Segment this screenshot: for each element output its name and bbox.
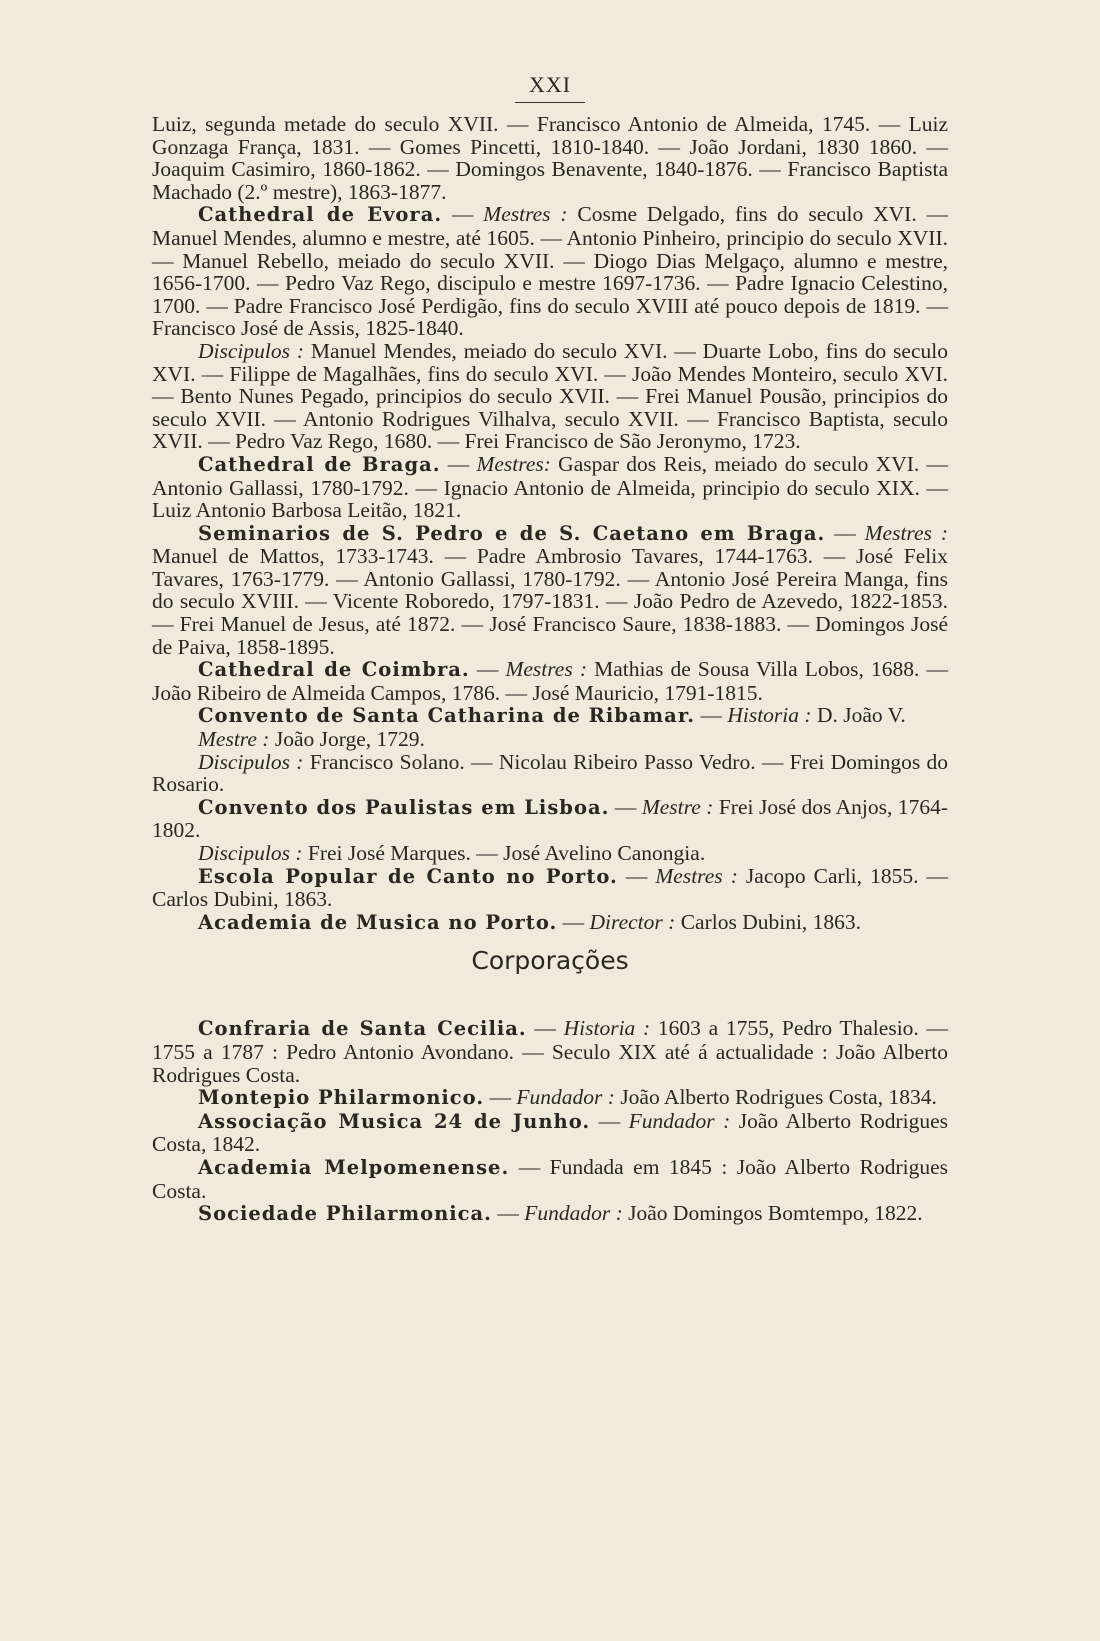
entry-paragraph — [152, 796, 948, 842]
entry-label: Mestres: — [476, 451, 551, 476]
entry-text: Mathias de Sousa Villa Lobos, 1688. — João Ribeiro de Almeida Campos, 1786. — José Mauricio, 1791-1815. — [152, 657, 949, 705]
page-body — [152, 72, 948, 1226]
entry-paragraph — [152, 911, 948, 935]
entry-label: Historia : — [727, 703, 812, 728]
entry-text: — — [617, 863, 656, 888]
entry-text: — — [609, 794, 642, 819]
entry-heading: Montepio Philarmonico. — [198, 1086, 485, 1110]
entry-label: Discipulos : — [198, 749, 304, 774]
section-title: Corporações — [471, 946, 629, 976]
entry-label: Fundador : — [516, 1085, 615, 1110]
entry-label: Historia : — [563, 1016, 651, 1041]
entry-heading: Academia Melpomenense. — [198, 1155, 510, 1179]
entry-text: — — [825, 520, 865, 545]
entry-text: — — [526, 1016, 564, 1041]
entry-heading: Sociedade Philarmonica. — [198, 1202, 492, 1226]
entry-text: D. João V. — [811, 703, 906, 728]
entry-label: Mestres : — [505, 657, 587, 682]
page-number: XXI — [515, 72, 585, 103]
entry-label: Fundador : — [628, 1108, 731, 1133]
entry-paragraph — [152, 728, 948, 751]
entry-text: Manuel Mendes, meiado do seculo XVI. — Duarte Lobo, fins do seculo XVI. — Filippe de Magalhães, fins do seculo XVI. — João Mendes Monteiro, seculo XVI. — Bento Nunes Pegado, principios do seculo XVII. — Frei Manuel Pousão, principios do seculo XVII. — Antonio Rodrigues Vilhalva, seculo XVII. — Francisco Baptista, seculo XVII. — Pedro Vaz Rego, 1680. — Frei Francisco de São Jeronymo, 1723. — [152, 338, 948, 454]
entry-heading: Cathedral de Evora. — [198, 203, 443, 227]
entry-paragraph — [152, 865, 948, 911]
entry-text: — — [442, 202, 484, 227]
entry-paragraph — [152, 113, 948, 203]
entry-heading: Academia de Musica no Porto. — [198, 910, 558, 934]
entry-paragraph — [152, 704, 948, 728]
entry-text: — Fundada em 1845 : João Alberto Rodrigues Costa. — [152, 1154, 948, 1203]
entry-text: João Alberto Rodrigues Costa, 1834. — [614, 1085, 937, 1110]
entry-text: Frei José dos Anjos, 1764-1802. — [152, 794, 948, 843]
entry-paragraph — [152, 1086, 948, 1110]
entry-text: — — [440, 451, 477, 476]
entry-text: Carlos Dubini, 1863. — [675, 909, 862, 934]
entry-text: Francisco Solano. — Nicolau Ribeiro Passo Vedro. — Frei Domingos do Rosario. — [152, 749, 948, 797]
entry-label: Mestre : — [198, 727, 270, 752]
entry-text: — — [695, 703, 728, 728]
entry-heading: Cathedral de Coimbra. — [198, 658, 470, 682]
corporations-list — [152, 1017, 948, 1225]
entry-heading: Associação Musica 24 de Junho. — [198, 1109, 591, 1133]
entry-paragraph — [152, 453, 948, 522]
entry-paragraph — [152, 751, 948, 796]
entry-paragraph — [152, 1110, 948, 1156]
entry-paragraph — [152, 203, 948, 340]
entry-label: Mestres : — [655, 863, 738, 888]
entry-heading: Confraria de Santa Cecilia. — [198, 1017, 527, 1041]
entry-text: Cosme Delgado, fins do seculo XVI. — Manuel Mendes, alumno e mestre, até 1605. — Antonio Pinheiro, principio do seculo XVII. — Manuel Rebello, meiado do seculo XVII. — Diogo Dias Melgaço, alumno e mestre, 1656-1700. — Pedro Vaz Rego, discipulo e mestre 1697-1736. — Padre Ignacio Celestino, 1700. — Padre Francisco José Perdigão, fins do seculo XVIII até pouco depois de 1819. — Francisco José de Assis, 1825-1840. — [152, 202, 949, 341]
entry-text: João Alberto Rodrigues Costa, 1842. — [152, 1108, 948, 1157]
entry-heading: Convento dos Paulistas em Lisboa. — [198, 795, 610, 819]
entry-text: — — [484, 1085, 517, 1110]
entry-text: — — [590, 1108, 629, 1133]
entry-label: Discipulos : — [198, 338, 304, 363]
entry-heading: Cathedral de Braga. — [198, 452, 441, 476]
entry-text: — — [491, 1201, 525, 1226]
entry-heading: Escola Popular de Canto no Porto. — [198, 864, 618, 888]
entry-paragraph — [152, 842, 948, 865]
entry-text: Jacopo Carli, 1855. — Carlos Dubini, 1863. — [152, 863, 948, 912]
entry-heading: Seminarios de S. Pedro e de S. Caetano em Braga. — [198, 521, 826, 545]
entry-paragraph — [152, 1156, 948, 1202]
entry-paragraph — [152, 1017, 948, 1086]
entry-heading: Convento de Santa Catharina de Ribamar. — [198, 704, 696, 728]
entry-text: João Jorge, 1729. — [269, 727, 425, 752]
entry-text: Frei José Marques. — José Avelino Canongia. — [302, 841, 706, 865]
entry-label: Discipulos : — [198, 841, 303, 865]
entry-text: Gaspar dos Reis, meiado do seculo XVI. — Antonio Gallassi, 1780-1792. — Ignacio Antonio de Almeida, principio do seculo XIX. — Luiz Antonio Barbosa Leitão, 1821. — [152, 451, 948, 523]
entries-list — [152, 113, 948, 934]
entry-label: Mestres : — [483, 202, 568, 227]
entry-paragraph — [152, 340, 948, 453]
entry-text: Manuel de Mattos, 1733-1743. — Padre Ambrosio Tavares, 1744-1763. — José Felix Tavares, 1763-1779. — Antonio Gallassi, 1780-1792. — Antonio José Pereira Manga, fins do seculo XVIII. — Vicente Roboredo, 1797-1831. — João Pedro de Azevedo, 1822-1853. — Frei Manuel de Jesus, até 1872. — José Francisco Saure, 1838-1883. — Domingos José de Paiva, 1858-1895. — [152, 544, 948, 659]
entry-label: Mestres : — [864, 520, 949, 545]
entry-text: — — [557, 909, 590, 934]
entry-text: — — [469, 657, 506, 682]
entry-text: João Domingos Bomtempo, 1822. — [622, 1201, 923, 1226]
entry-paragraph — [152, 522, 948, 659]
entry-label: Director : — [589, 909, 676, 934]
entry-text: Luiz, segunda metade do seculo XVII. — Francisco Antonio de Almeida, 1745. — Luiz Gonzaga França, 1831. — Gomes Pincetti, 1810-1840. — João Jordani, 1830 1860. — Joaquim Casimiro, 1860-1862. — Domingos Benavente, 1840-1876. — Francisco Baptista Machado (2.º mestre), 1863-1877. — [152, 112, 948, 204]
entry-text: 1603 a 1755, Pedro Thalesio. — 1755 a 1787 : Pedro Antonio Avondano. — Seculo XIX até á actualidade : João Alberto Rodrigues Costa. — [152, 1016, 948, 1087]
entry-paragraph — [152, 658, 948, 704]
entry-paragraph — [152, 1202, 948, 1226]
entry-label: Fundador : — [524, 1201, 623, 1226]
entry-label: Mestre : — [641, 794, 714, 819]
